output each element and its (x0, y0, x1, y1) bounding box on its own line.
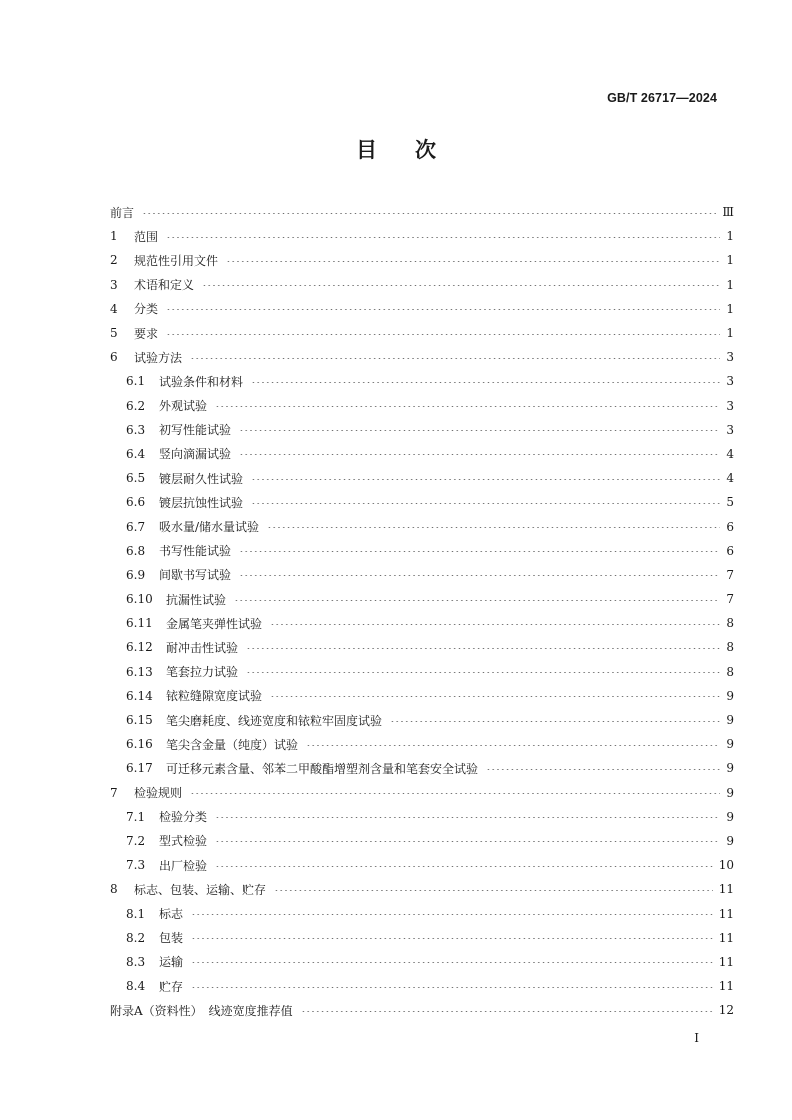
toc-entry-page: 4 (726, 471, 734, 486)
table-of-contents (110, 200, 734, 1022)
dot-leader (191, 962, 713, 963)
dot-leader (251, 503, 720, 504)
dot-leader (191, 987, 713, 988)
toc-entry-label: 吸水量/储水量试验 (159, 520, 260, 535)
dot-leader (274, 890, 713, 891)
toc-entry-number: 7.3 (126, 858, 146, 873)
toc-entry[interactable] (110, 829, 734, 853)
toc-entry[interactable] (110, 345, 734, 369)
toc-entry-label: 试验条件和材料 (159, 374, 244, 389)
dot-leader (270, 624, 720, 625)
toc-entry[interactable] (110, 998, 734, 1022)
dot-leader (234, 600, 720, 601)
toc-entry-page: 8 (726, 664, 734, 679)
toc-entry-number: 8 (110, 882, 118, 897)
toc-entry[interactable] (110, 466, 734, 490)
toc-entry[interactable] (110, 224, 734, 248)
toc-entry-page: 8 (726, 640, 734, 655)
toc-entry-number: 6.7 (126, 519, 146, 534)
dot-leader (246, 672, 720, 673)
toc-entry-number: 6.16 (126, 737, 153, 752)
toc-entry[interactable] (110, 418, 734, 442)
toc-entry-number: 5 (110, 326, 118, 341)
toc-entry-number: 8.2 (126, 930, 146, 945)
toc-entry-number: 8.1 (126, 906, 146, 921)
footer-page-number: I (694, 1031, 699, 1045)
toc-entry-page: 6 (726, 519, 734, 534)
toc-entry-label: 规范性引用文件 (134, 253, 219, 268)
toc-entry[interactable] (110, 853, 734, 877)
toc-entry-page: 9 (726, 761, 734, 776)
toc-entry[interactable] (110, 587, 734, 611)
toc-entry[interactable] (110, 273, 734, 297)
toc-entry-label: 镀层抗蚀性试验 (159, 495, 244, 510)
dot-leader (239, 575, 720, 576)
dot-leader (215, 866, 713, 867)
dot-leader (301, 1011, 713, 1012)
dot-leader (202, 285, 720, 286)
toc-entry[interactable] (110, 926, 734, 950)
toc-entry-label: 运输 (159, 955, 184, 970)
toc-entry-label: 书写性能试验 (159, 544, 232, 559)
dot-leader (166, 334, 720, 335)
standard-number: GB/T 26717—2024 (607, 91, 717, 105)
toc-entry[interactable] (110, 611, 734, 635)
dot-leader (166, 309, 720, 310)
toc-entry-page: 9 (726, 785, 734, 800)
dot-leader (142, 213, 716, 214)
toc-entry-number: 6 (110, 350, 118, 365)
dot-leader (486, 769, 720, 770)
toc-entry[interactable] (110, 200, 734, 224)
dot-leader (191, 938, 713, 939)
toc-entry-page: 4 (726, 446, 734, 461)
toc-entry-page: 9 (726, 713, 734, 728)
dot-leader (215, 817, 720, 818)
toc-entry-label: 金属笔夹弹性试验 (166, 616, 263, 631)
toc-entry-label: 贮存 (159, 979, 184, 994)
toc-entry-page: 11 (718, 930, 734, 945)
dot-leader (190, 358, 720, 359)
toc-entry-label: 笔尖含金量（纯度）试验 (166, 737, 299, 752)
toc-entry-page: 1 (726, 301, 734, 316)
toc-entry-number: 6.4 (126, 446, 146, 461)
toc-entry-number: 6.5 (126, 471, 146, 486)
toc-entry[interactable] (110, 684, 734, 708)
toc-entry-number: 3 (110, 277, 118, 292)
toc-entry-label: 分类 (134, 302, 159, 317)
toc-entry-number: 6.9 (126, 567, 146, 582)
toc-entry-page: 5 (726, 495, 734, 510)
toc-entry-page: 9 (726, 833, 734, 848)
dot-leader (306, 745, 720, 746)
toc-entry[interactable] (110, 732, 734, 756)
title-char-1: 目 (356, 138, 377, 162)
toc-entry[interactable] (110, 442, 734, 466)
toc-entry-page: 3 (726, 374, 734, 389)
dot-leader (190, 793, 720, 794)
toc-entry[interactable] (110, 514, 734, 538)
dot-leader (251, 382, 720, 383)
dot-leader (251, 479, 720, 480)
toc-entry-number: 6.1 (126, 374, 146, 389)
toc-entry-page: 3 (726, 398, 734, 413)
toc-entry-label: 耐冲击性试验 (166, 640, 239, 655)
toc-entry-label: 铱粒缝隙宽度试验 (166, 689, 263, 704)
title-char-2: 次 (415, 138, 436, 162)
toc-entry-number: 7.1 (126, 809, 146, 824)
dot-leader (239, 551, 720, 552)
toc-entry-number: 6.11 (126, 616, 153, 631)
toc-entry-page: 11 (718, 954, 734, 969)
toc-entry-number: 6.6 (126, 495, 146, 510)
toc-entry-page: 11 (718, 882, 734, 897)
toc-entry-number: 7 (110, 785, 118, 800)
toc-entry-number: 6.3 (126, 422, 146, 437)
toc-entry[interactable] (110, 248, 734, 272)
toc-entry[interactable] (110, 901, 734, 925)
toc-entry-number: 7.2 (126, 833, 146, 848)
toc-entry-label: 要求 (134, 326, 159, 341)
toc-entry-number: 6.13 (126, 664, 153, 679)
toc-entry[interactable] (110, 394, 734, 418)
toc-entry-label: 试验方法 (134, 350, 183, 365)
dot-leader (239, 454, 720, 455)
toc-entry[interactable] (110, 950, 734, 974)
toc-entry-number: 2 (110, 253, 118, 268)
dot-leader (270, 696, 720, 697)
toc-entry-page: 9 (726, 809, 734, 824)
toc-entry-label: 标志、包装、运输、贮存 (134, 882, 267, 897)
toc-entry-label: 标志 (159, 907, 184, 922)
toc-entry-number: 1 (110, 229, 118, 244)
toc-entry-number: 6.8 (126, 543, 146, 558)
toc-entry-page: 3 (726, 422, 734, 437)
toc-entry-number: 6.15 (126, 713, 153, 728)
toc-entry-label: 笔尖磨耗度、线迹宽度和铱粒牢固度试验 (166, 713, 383, 728)
toc-entry-page: 6 (726, 543, 734, 558)
toc-entry-number: 8.4 (126, 979, 146, 994)
dot-leader (215, 406, 720, 407)
toc-entry-label: 检验规则 (134, 786, 183, 801)
toc-entry-label: 镀层耐久性试验 (159, 471, 244, 486)
toc-entry-number: 4 (110, 301, 118, 316)
toc-entry-page: 1 (726, 229, 734, 244)
toc-entry-label: 可迁移元素含量、邻苯二甲酸酯增塑剂含量和笔套安全试验 (166, 761, 479, 776)
toc-entry-number: 6.14 (126, 688, 153, 703)
toc-entry[interactable] (110, 490, 734, 514)
page-title (0, 134, 792, 164)
toc-entry-label: 检验分类 (159, 810, 208, 825)
toc-entry-page: 12 (718, 1003, 734, 1018)
toc-entry-number: 6.12 (126, 640, 153, 655)
toc-entry-page: 7 (726, 592, 734, 607)
toc-entry-number: 6.10 (126, 592, 153, 607)
toc-entry-page: 9 (726, 688, 734, 703)
toc-entry[interactable] (110, 369, 734, 393)
dot-leader (166, 237, 720, 238)
toc-entry[interactable] (110, 635, 734, 659)
toc-entry-number: 6.2 (126, 398, 146, 413)
toc-entry-page: Ⅲ (722, 205, 734, 220)
toc-entry-label: 间歇书写试验 (159, 568, 232, 583)
dot-leader (246, 648, 720, 649)
toc-entry-label: 抗漏性试验 (166, 592, 227, 607)
dot-leader (191, 914, 713, 915)
toc-entry-page: 8 (726, 616, 734, 631)
toc-entry-page: 11 (718, 906, 734, 921)
toc-entry[interactable] (110, 805, 734, 829)
dot-leader (239, 430, 720, 431)
toc-entry[interactable] (110, 297, 734, 321)
toc-entry[interactable] (110, 708, 734, 732)
toc-entry-page: 9 (726, 737, 734, 752)
toc-entry[interactable] (110, 660, 734, 684)
toc-entry[interactable] (110, 321, 734, 345)
toc-entry[interactable] (110, 781, 734, 805)
toc-entry-label: 型式检验 (159, 834, 208, 849)
toc-entry-label: 外观试验 (159, 399, 208, 414)
toc-entry-label: 前言 (110, 205, 135, 220)
toc-entry-label: 范围 (134, 229, 159, 244)
dot-leader (390, 721, 720, 722)
toc-entry-page: 10 (718, 858, 734, 873)
toc-entry-number: 8.3 (126, 954, 146, 969)
toc-entry-page: 7 (726, 567, 734, 582)
toc-entry[interactable] (110, 756, 734, 780)
toc-entry-page: 3 (726, 350, 734, 365)
toc-entry[interactable] (110, 877, 734, 901)
toc-entry-label: 初写性能试验 (159, 423, 232, 438)
dot-leader (226, 261, 720, 262)
toc-entry-label: 术语和定义 (134, 278, 195, 293)
toc-entry-label: 笔套拉力试验 (166, 665, 239, 680)
toc-entry-page: 1 (726, 277, 734, 292)
dot-leader (267, 527, 720, 528)
toc-entry-label: 包装 (159, 931, 184, 946)
toc-entry[interactable] (110, 974, 734, 998)
dot-leader (215, 841, 720, 842)
toc-entry-label: 出厂检验 (159, 858, 208, 873)
toc-entry-label: 附录A（资料性） 线迹宽度推荐值 (110, 1003, 293, 1018)
toc-entry-page: 11 (718, 979, 734, 994)
toc-entry[interactable] (110, 539, 734, 563)
toc-entry-label: 竖向滴漏试验 (159, 447, 232, 462)
toc-entry[interactable] (110, 563, 734, 587)
toc-entry-page: 1 (726, 253, 734, 268)
toc-entry-number: 6.17 (126, 761, 153, 776)
toc-entry-page: 1 (726, 326, 734, 341)
